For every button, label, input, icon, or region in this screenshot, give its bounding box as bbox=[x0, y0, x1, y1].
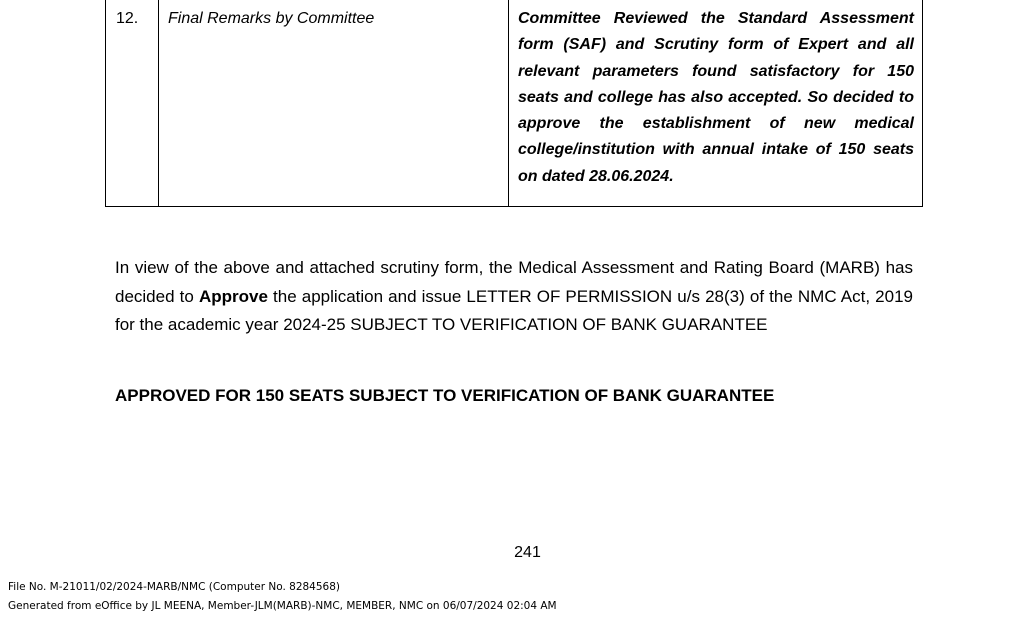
column-divider bbox=[508, 0, 509, 206]
remarks-table bbox=[105, 0, 923, 207]
para-text-after: the application and issue LETTER OF PERMISSION u/s 28(3) of the NMC Act, 2019 for the academic year 2024-25 SUBJECT TO VERIFICATION OF BANK GUARANTEE bbox=[115, 286, 913, 335]
column-divider bbox=[158, 0, 159, 206]
row-number: 12. bbox=[116, 10, 139, 27]
decision-paragraph bbox=[115, 254, 913, 340]
para-text-before: In view of the above and attached scrutiny form, the Medical Assessment and Rating Board (MARB) has decided to bbox=[115, 258, 913, 306]
approved-statement: APPROVED FOR 150 SEATS SUBJECT TO VERIFICATION OF BANK GUARANTEE bbox=[115, 386, 775, 405]
row-parameter: Final Remarks by Committee bbox=[168, 10, 375, 27]
footer-file-number: File No. M-21011/02/2024-MARB/NMC (Computer No. 8284568) bbox=[8, 581, 340, 593]
footer-generated-by: Generated from eOffice by JL MEENA, Member-JLM(MARB)-NMC, MEMBER, NMC on 06/07/2024 02:04 AM bbox=[8, 600, 557, 612]
page-number: 241 bbox=[514, 544, 541, 561]
row-remarks: Committee Reviewed the Standard Assessment form (SAF) and Scrutiny form of Expert and all relevant parameters found satisfactory for 150 seats and college has also accepted. So decided to approve the establishment of new medical college/institution with annual intake of 150 seats on dated 28.06.2024. bbox=[518, 10, 914, 185]
para-approve-word: Approve bbox=[198, 286, 268, 306]
